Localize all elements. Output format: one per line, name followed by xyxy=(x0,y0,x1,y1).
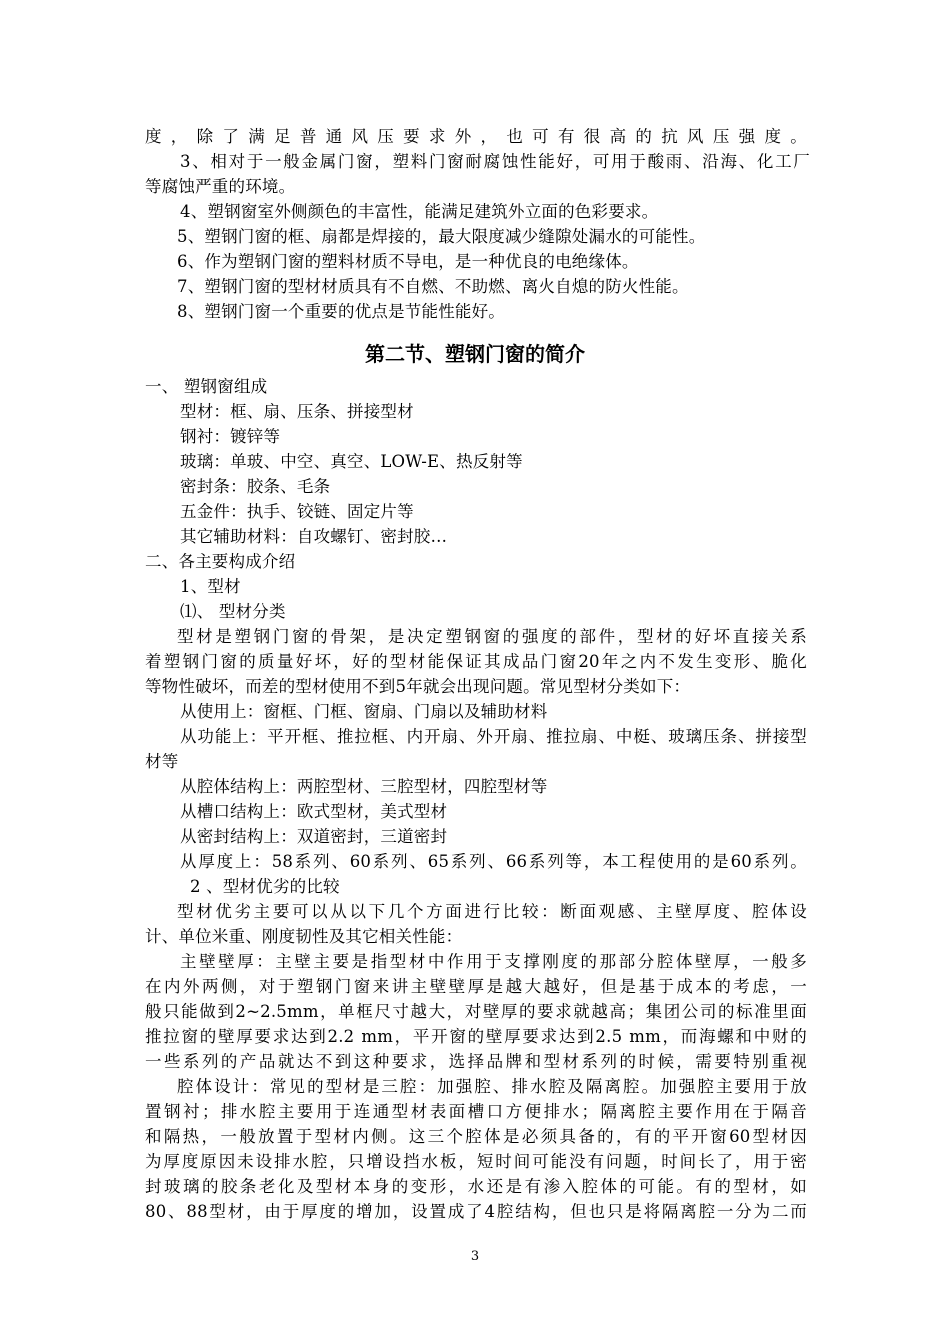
list-item: 钢衬：镀锌等 xyxy=(180,427,281,446)
text-line: 从腔体结构上：两腔型材、三腔型材，四腔型材等 xyxy=(180,777,548,796)
text-line: 等物性破坏，而差的型材使用不到5年就会出现问题。常见型材分类如下： xyxy=(145,677,691,696)
list-item: 型材：框、扇、压条、拼接型材 xyxy=(180,402,414,421)
list-item: 五金件：执手、铰链、固定片等 xyxy=(180,502,414,521)
text-line: 6、作为塑钢门窗的塑料材质不导电，是一种优良的电绝缘体。 xyxy=(177,252,639,271)
section-heading: 第二节、塑钢门窗的简介 xyxy=(365,342,585,366)
text-line: 从密封结构上：双道密封，三道密封 xyxy=(180,827,448,846)
text-line: 推拉窗的壁厚要求达到2.2 mm，平开窗的壁厚要求达到2.5 mm，而海螺和中财的 xyxy=(145,1027,807,1046)
text-line: 型材优劣主要可以从以下几个方面进行比较：断面观感、主壁厚度、腔体设 xyxy=(177,902,807,921)
text-line: 型材是塑钢门窗的骨架，是决定塑钢窗的强度的部件，型材的好坏直接关系 xyxy=(177,627,807,646)
text-line: 从厚度上：58系列、60系列、65系列、66系列等，本工程使用的是60系列。 xyxy=(180,852,807,871)
text-line: 5、塑钢门窗的框、扇都是焊接的，最大限度减少缝隙处漏水的可能性。 xyxy=(177,227,706,246)
list-item: 密封条：胶条、毛条 xyxy=(180,477,331,496)
text-line: 4、塑钢窗室外侧颜色的丰富性，能满足建筑外立面的色彩要求。 xyxy=(180,202,659,221)
text-line: 8、塑钢门窗一个重要的优点是节能性能好。 xyxy=(177,302,505,321)
text-line: 3、相对于一般金属门窗，塑料门窗耐腐蚀性能好，可用于酸雨、沿海、化工厂 xyxy=(180,152,810,171)
list-item: 玻璃：单玻、中空、真空、LOW-E、热反射等 xyxy=(180,452,523,471)
text-line: 置钢衬；排水腔主要用于连通型材表面槽口方便排水；隔离腔主要作用在于隔音 xyxy=(145,1102,807,1121)
text-line: 80、88型材，由于厚度的增加，设置成了4腔结构，但也只是将隔离腔一分为二而 xyxy=(145,1202,807,1221)
text-line: 7、塑钢门窗的型材材质具有不自燃、不助燃、离火自熄的防火性能。 xyxy=(177,277,689,296)
subheading: 2 、型材优劣的比较 xyxy=(190,877,340,896)
subheading: ⑴、 型材分类 xyxy=(180,602,286,621)
text-line: 度，除了满足普通风压要求外，也可有很高的抗风压强度。 xyxy=(145,127,807,146)
text-line: 和隔热，一般放置于型材内侧。这三个腔体是必须具备的，有的平开窗60型材因 xyxy=(145,1127,807,1146)
text-line: 从槽口结构上：欧式型材，美式型材 xyxy=(180,802,448,821)
text-line: 从功能上：平开框、推拉框、内开扇、外开扇、推拉扇、中梃、玻璃压条、拼接型 xyxy=(180,727,807,746)
text-line: 主壁壁厚：主壁主要是指型材中作用于支撑刚度的那部分腔体壁厚，一般多 xyxy=(180,952,807,971)
list-heading: 一、 塑钢窗组成 xyxy=(145,377,268,396)
text-line: 着塑钢门窗的质量好坏，好的型材能保证其成品门窗20年之内不发生变形、脆化 xyxy=(145,652,807,671)
text-line: 般只能做到2~2.5mm，单框尺寸越大，对壁厚的要求就越高；集团公司的标准里面 xyxy=(145,1002,807,1021)
text-line: 腔体设计：常见的型材是三腔：加强腔、排水腔及隔离腔。加强腔主要用于放 xyxy=(177,1077,807,1096)
text-line: 为厚度原因未设排水腔，只增设挡水板，短时间可能没有问题，时间长了，用于密 xyxy=(145,1152,807,1171)
text-line: 计、单位米重、刚度韧性及其它相关性能： xyxy=(145,927,463,946)
text-line: 在内外两侧，对于塑钢门窗来讲主壁壁厚是越大越好，但是基于成本的考虑，一 xyxy=(145,977,807,996)
page-number: 3 xyxy=(470,1249,480,1264)
list-heading: 二、各主要构成介绍 xyxy=(145,552,296,571)
text-line: 从使用上：窗框、门框、窗扇、门扇以及辅助材料 xyxy=(180,702,548,721)
text-line: 等腐蚀严重的环境。 xyxy=(145,177,296,196)
text-line: 材等 xyxy=(145,752,179,771)
list-item: 其它辅助材料：自攻螺钉、密封胶… xyxy=(180,527,448,546)
text-line: 封玻璃的胶条老化及型材本身的变形，水还是有渗入腔体的可能。有的型材，如 xyxy=(145,1177,807,1196)
text-line: 一些系列的产品就达不到这种要求，选择品牌和型材系列的时候，需要特别重视 xyxy=(145,1052,807,1071)
subheading: 1、型材 xyxy=(180,577,241,596)
